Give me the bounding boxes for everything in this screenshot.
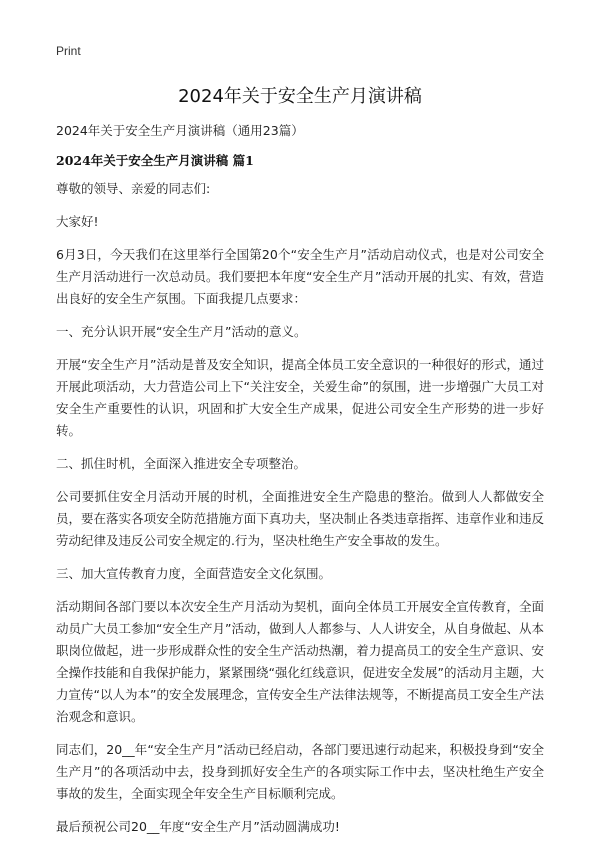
section-heading-2: 二、抓住时机，全面深入推进安全专项整治。 <box>56 456 307 471</box>
section-body-3: 活动期间各部门要以本次安全生产月活动为契机，面向全体员工开展安全宣传教育，全面动员广大员工参加“安全生产月”活动，做到人人都参与、人人讲安全，从自身做起、从本职岗位做起，进一步形成群众性的安全生产活动热潮，着力提高员工的安全生产意识、安全操作技能和自我保护能力，紧紧围绕“强化红线意识，促进安全发展”的活动月主题，大力宣传“以人为本”的安全发展理念，宣传安全生产法律法规等，不断提高员工安全生产法治观念和意识。 <box>56 599 544 724</box>
section-body-2: 公司要抓住安全月活动开展的时机，全面推进安全生产隐患的整治。做到人人都做安全员，要在落实各项安全防范措施方面下真功夫，坚决制止各类违章指挥、违章作业和违反劳动纪律及违反公司安全规定的.行为，坚决杜绝生产安全事故的发生。 <box>56 489 544 548</box>
final-wish-paragraph: 最后预祝公司20__年度“安全生产月”活动圆满成功! <box>56 819 340 834</box>
intro-paragraph: 6月3日，今天我们在这里举行全国第20个“安全生产月”活动启动仪式，也是对公司安全生产月活动进行一次总动员。我们要把本年度“安全生产月”活动开展的扎实、有效，营造出良好的安全生产氛围。下面我提几点要求： <box>56 247 544 306</box>
page-title: 2024年关于安全生产月演讲稿 <box>178 86 422 107</box>
greeting-paragraph: 大家好! <box>56 214 99 229</box>
article-heading: 2024年关于安全生产月演讲稿 篇1 <box>56 153 254 168</box>
document-subtitle: 2024年关于安全生产月演讲稿（通用23篇） <box>56 123 304 138</box>
closing-paragraph: 同志们，20__年“安全生产月”活动已经启动，各部门要迅速行动起来，积极投身到“安全生产月”的各项活动中去，投身到抓好安全生产的各项实际工作中去，坚决杜绝生产安全事故的发生，全面实现全年安全生产目标顺利完成。 <box>56 742 544 801</box>
section-heading-3: 三、加大宣传教育力度，全面营造安全文化氛围。 <box>56 566 332 581</box>
print-label[interactable]: Print <box>56 44 81 58</box>
article-body <box>56 178 544 849</box>
section-heading-1: 一、充分认识开展“安全生产月”活动的意义。 <box>56 324 307 339</box>
section-body-1: 开展“安全生产月”活动是普及安全知识，提高全体员工安全意识的一种很好的形式，通过开展此项活动，大力营造公司上下“关注安全，关爱生命”的氛围，进一步增强广大员工对安全生产重要性的认识，巩固和扩大安全生产成果，促进公司安全生产形势的进一步好转。 <box>56 357 544 438</box>
salutation-paragraph: 尊敬的领导、亲爱的同志们: <box>56 181 211 196</box>
